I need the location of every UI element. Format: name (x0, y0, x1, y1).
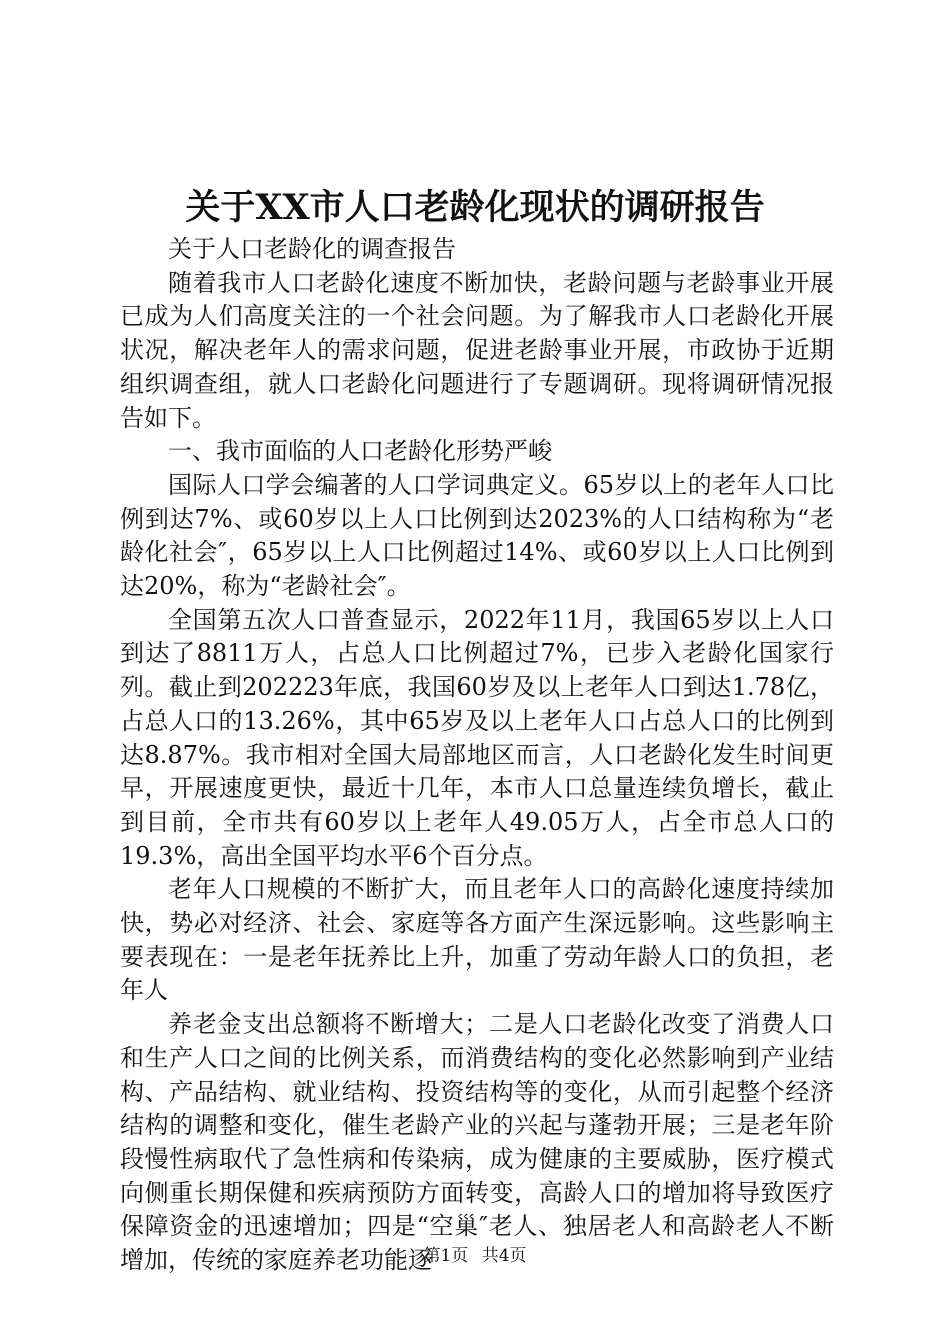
subtitle-paragraph: 关于人口老龄化的调查报告 (168, 235, 456, 263)
body-paragraph: 全国第五次人口普查显示，2022年11月，我国65岁以上人口到达了8811万人，占总人口比例超过7%，已步入老龄化国家行列。截止到202223年底，我国60岁及以上老年人口到达1.78亿，占总人口的13.26%，其中65岁及以上老年人口占总人口的比例到达8.87%。我市相对全国大局部地区而言，人口老龄化发生时间更早，开展速度更快，最近十几年，本市人口总量连续负增长，截止到目前，全市共有60岁以上老年人49.05万人，占全市总人口的19.3%，高出全国平均水平6个百分点。 (120, 605, 834, 870)
document-title: 关于XX市人口老龄化现状的调研报告 (185, 187, 765, 228)
section-heading: 一、我市面临的人口老龄化形势严峻 (168, 437, 552, 466)
intro-paragraph: 随着我市人口老龄化速度不断加快，老龄问题与老龄事业开展已成为人们高度关注的一个社会问题。为了解我市人口老龄化开展状况，解决老年人的需求问题，促进老龄事业开展，市政协于近期组织调查组，就人口老龄化问题进行了专题调研。现将调研情况报告如下。 (120, 268, 834, 432)
page-total: 共4页 (481, 1246, 527, 1266)
page-number: 第1页 (423, 1246, 469, 1266)
body-paragraph: 国际人口学会编著的人口学词典定义。65岁以上的老年人口比例到达7%、或60岁以上人口比例到达2023%的人口结构称为“老龄化社会″，65岁以上人口比例超过14%、或60岁以上人口比例到达20%，称为“老龄社会″。 (120, 470, 834, 601)
body-paragraph: 老年人口规模的不断扩大，而且老年人口的高龄化速度持续加快，势必对经济、社会、家庭等各方面产生深远影响。这些影响主要表现在：一是老年抚养比上升，加重了劳动年龄人口的负担，老年人 (120, 875, 834, 1005)
document-body (120, 233, 834, 1278)
page-footer (0, 1244, 950, 1268)
body-paragraph: 养老金支出总额将不断增大；二是人口老龄化改变了消费人口和生产人口之间的比例关系，而消费结构的变化必然影响到产业结构、产品结构、就业结构、投资结构等的变化，从而引起整个经济结构的调整和变化，催生老龄产业的兴起与蓬勃开展；三是老年阶段慢性病取代了急性病和传染病，成为健康的主要威胁，医疗模式向侧重长期保健和疾病预防方面转变，高龄人口的增加将导致医疗保障资金的迅速增加；四是“空巢″老人、独居老人和高龄老人不断增加，传统的家庭养老功能逐 (120, 1010, 834, 1275)
